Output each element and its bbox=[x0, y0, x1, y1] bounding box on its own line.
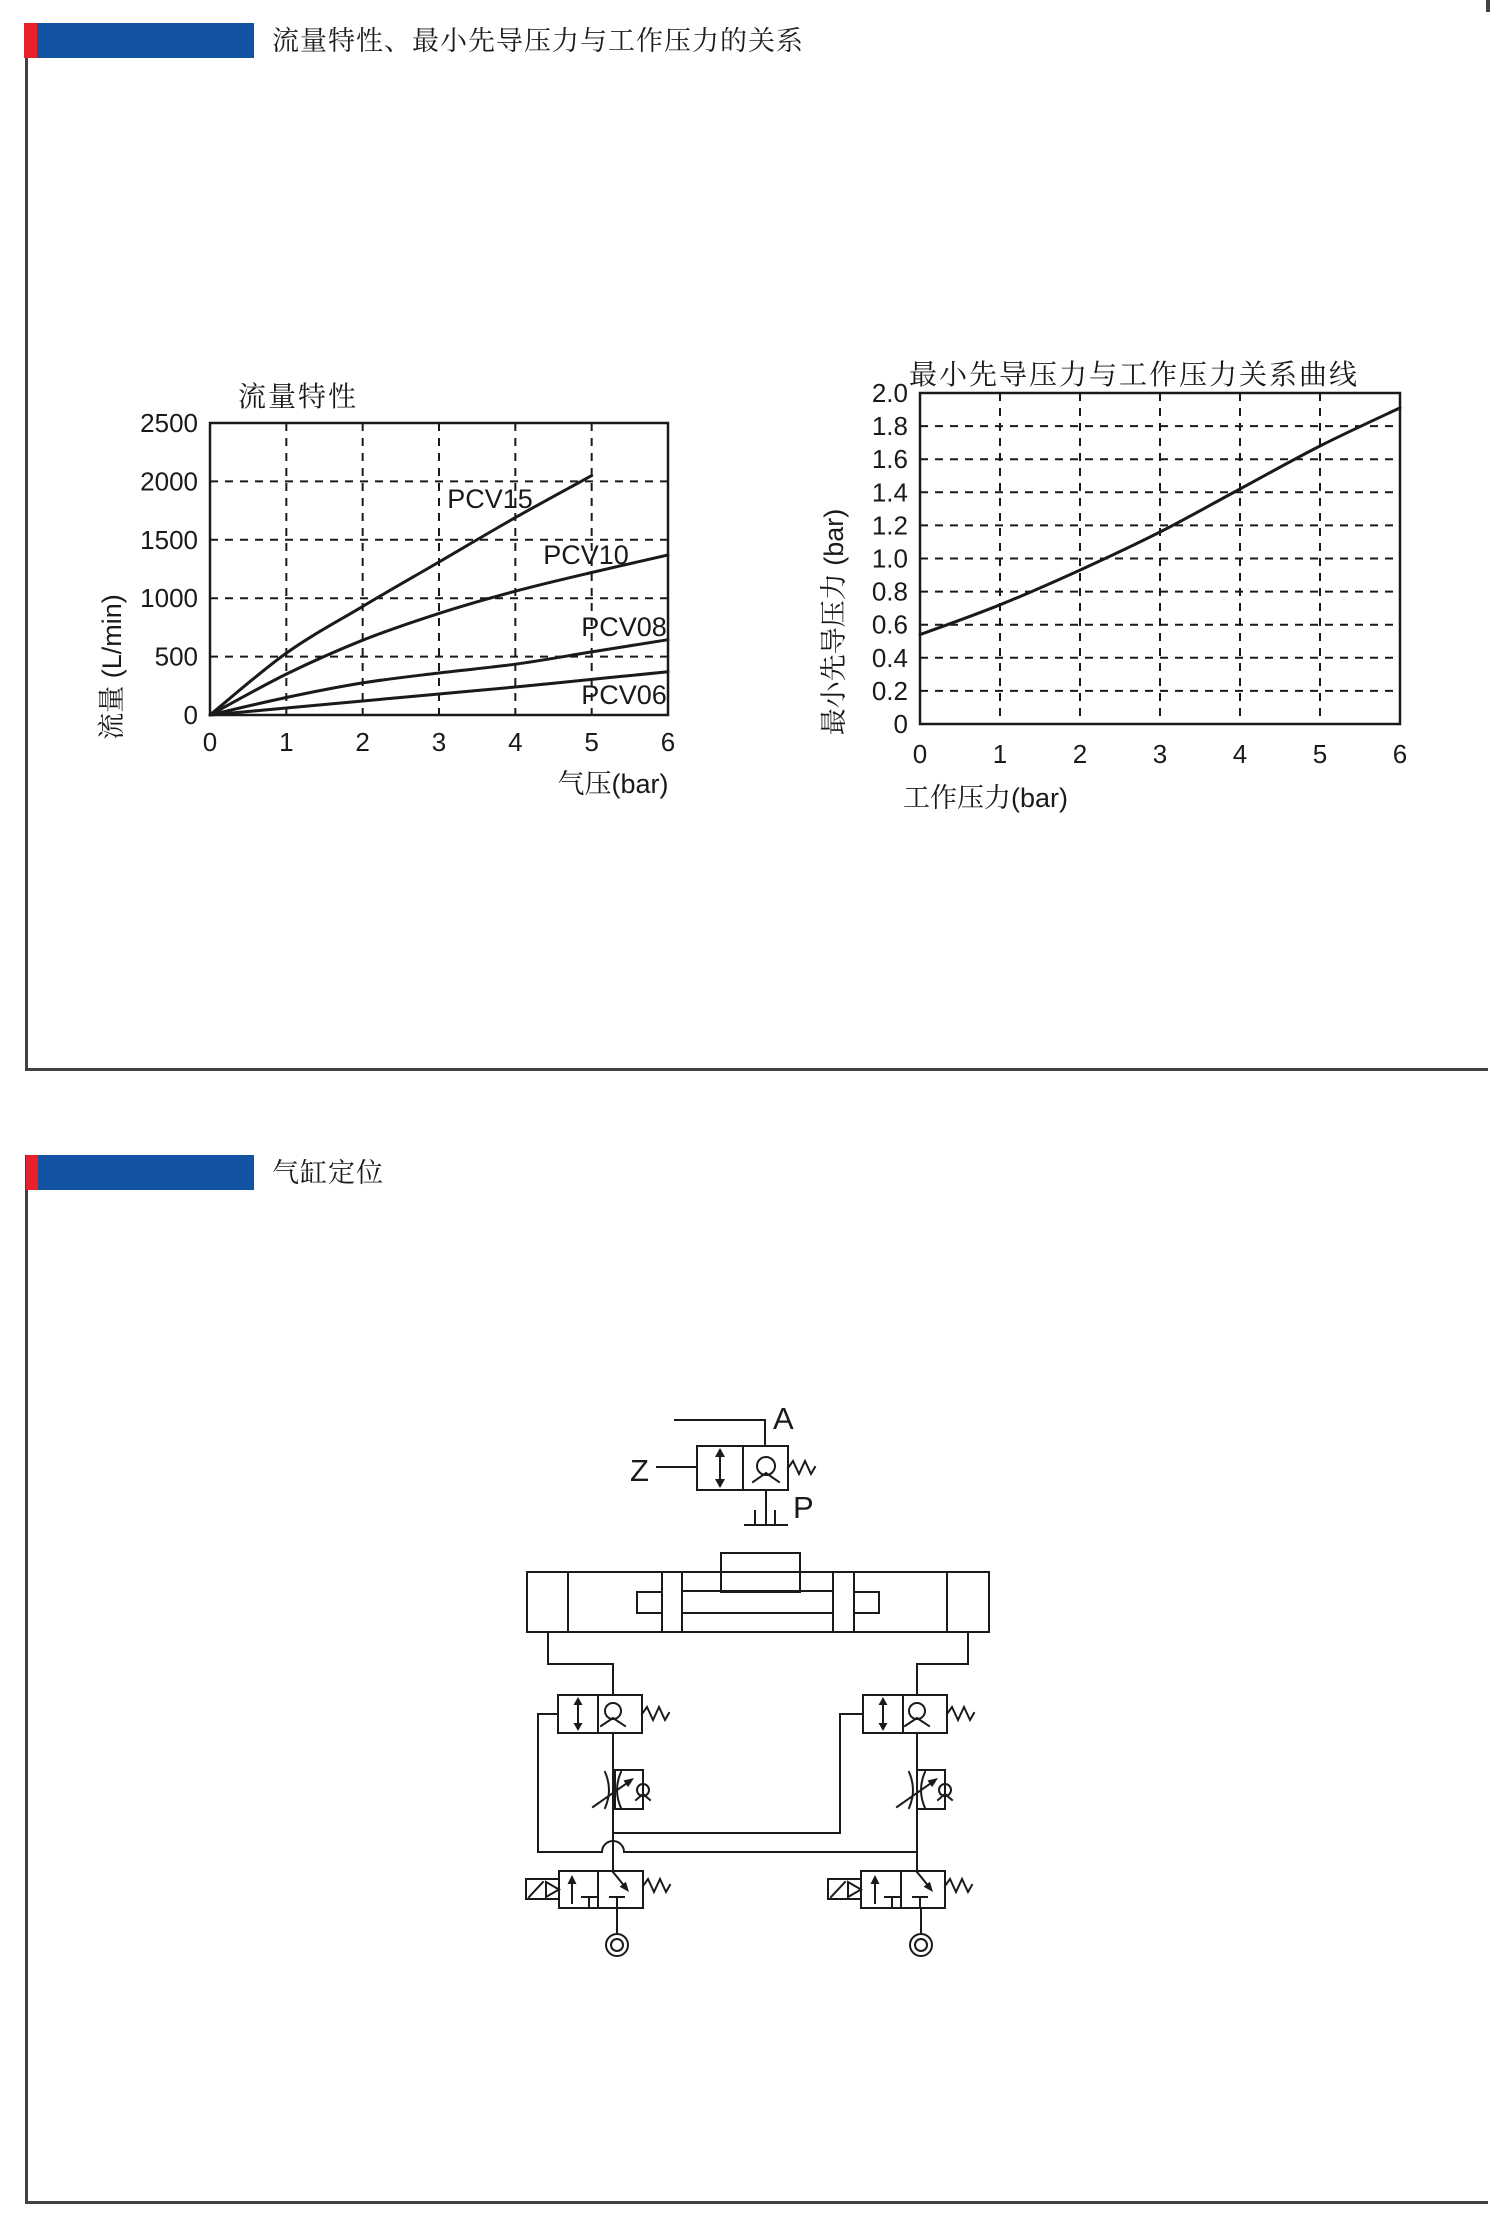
section1-header-red-accent bbox=[24, 23, 37, 58]
chart-title: 流量特性 bbox=[238, 381, 359, 412]
right-flow-control-valve bbox=[897, 1770, 952, 1809]
check-seat bbox=[905, 1718, 929, 1726]
arrowhead-icon bbox=[715, 1479, 725, 1488]
y-tick-label: 1.0 bbox=[871, 543, 908, 574]
flow-characteristics-chart bbox=[60, 360, 720, 820]
spring-icon bbox=[642, 1707, 669, 1720]
x-tick-label: 2 bbox=[1072, 739, 1088, 769]
left-pilot-check-valve bbox=[538, 1695, 917, 1871]
y-axis-label: 流量 (L/min) bbox=[97, 594, 127, 740]
cylinder-symbol bbox=[527, 1553, 989, 1695]
port-a-line bbox=[675, 1420, 765, 1446]
x-axis-label: 工作压力(bar) bbox=[903, 783, 1069, 813]
y-tick-label: 1.2 bbox=[871, 510, 908, 541]
x-tick-label: 2 bbox=[355, 727, 370, 757]
chart-title: 最小先导压力与工作压力关系曲线 bbox=[908, 359, 1360, 390]
cylinder-end-caps bbox=[568, 1572, 947, 1632]
exhaust-tee bbox=[913, 1897, 927, 1908]
section2-bottom-border bbox=[25, 2201, 1488, 2204]
series-label-PCV15: PCV15 bbox=[447, 484, 533, 514]
arrowhead-icon bbox=[871, 1875, 880, 1884]
x-tick-label: 6 bbox=[1392, 739, 1408, 769]
arrowhead-icon bbox=[574, 1697, 583, 1705]
y-tick-label: 1.6 bbox=[871, 444, 908, 475]
exhaust-tee bbox=[610, 1897, 624, 1908]
left-solenoid-valve bbox=[526, 1871, 670, 1956]
x-tick-label: 5 bbox=[584, 727, 599, 757]
exhaust-tee bbox=[885, 1897, 899, 1908]
closed-path-arrow bbox=[917, 1872, 928, 1886]
left-port-line bbox=[548, 1632, 613, 1695]
y-tick-label: 2500 bbox=[140, 408, 198, 438]
x-tick-label: 3 bbox=[1152, 739, 1168, 769]
piston-rod bbox=[682, 1591, 833, 1613]
section2-header-red-accent bbox=[26, 1155, 38, 1190]
section1-bottom-border bbox=[25, 1068, 1488, 1071]
piston-left bbox=[662, 1572, 682, 1632]
section2-left-border bbox=[25, 1155, 28, 2204]
y-tick-label: 0.2 bbox=[871, 675, 908, 706]
x-tick-label: 6 bbox=[660, 727, 676, 757]
silencer-port-icon bbox=[606, 1934, 628, 1956]
series-label-PCV06: PCV06 bbox=[581, 680, 667, 710]
spring-icon bbox=[643, 1879, 670, 1892]
adjust-arrow bbox=[897, 1781, 934, 1807]
silencer-port-icon bbox=[910, 1934, 932, 1956]
solenoid-slash bbox=[529, 1882, 543, 1897]
series-label-PCV08: PCV08 bbox=[581, 612, 667, 642]
port-p-exhaust bbox=[745, 1490, 787, 1525]
pilot-triangle-icon bbox=[848, 1882, 861, 1897]
y-tick-label: 1.4 bbox=[871, 477, 908, 508]
label-a: A bbox=[773, 1401, 794, 1436]
y-tick-label: 1000 bbox=[140, 583, 198, 614]
x-tick-label: 3 bbox=[431, 727, 447, 757]
arrowhead-icon bbox=[568, 1875, 577, 1884]
y-tick-label: 2000 bbox=[140, 466, 198, 497]
y-tick-label: 2.0 bbox=[871, 378, 908, 408]
x-tick-label: 4 bbox=[1232, 739, 1248, 769]
y-tick-label: 1.8 bbox=[871, 411, 908, 442]
silencer-port-icon bbox=[611, 1939, 623, 1951]
valve-body bbox=[861, 1871, 945, 1908]
left-flow-control-valve bbox=[593, 1770, 650, 1809]
series-label-PCV10: PCV10 bbox=[543, 540, 629, 570]
section1-left-border bbox=[25, 23, 28, 1071]
spring-icon bbox=[788, 1461, 815, 1474]
y-tick-label: 0.4 bbox=[871, 642, 908, 673]
adjust-arrow bbox=[593, 1781, 630, 1807]
x-tick-label: 1 bbox=[279, 727, 294, 757]
label-z: Z bbox=[630, 1453, 649, 1488]
y-tick-label: 1500 bbox=[140, 524, 198, 555]
page-corner-mark bbox=[1486, 0, 1490, 12]
arrowhead-icon bbox=[574, 1723, 583, 1731]
arrowhead-icon bbox=[624, 1778, 635, 1787]
y-tick-label: 0.6 bbox=[871, 609, 908, 640]
x-tick-label: 0 bbox=[912, 739, 928, 769]
x-axis-label: 气压(bar) bbox=[557, 769, 669, 799]
y-tick-label: 500 bbox=[154, 641, 198, 672]
x-tick-label: 0 bbox=[202, 727, 218, 757]
label-p: P bbox=[793, 1490, 814, 1525]
section1-header-blue-bar bbox=[37, 23, 254, 58]
pilot-triangle-icon bbox=[546, 1882, 559, 1897]
spring-icon bbox=[945, 1879, 972, 1892]
closed-path-arrow bbox=[613, 1872, 624, 1886]
spring-icon bbox=[947, 1707, 974, 1720]
pilot-check-valve-symbol bbox=[630, 1401, 815, 1525]
check-ball bbox=[605, 1703, 621, 1719]
solenoid-slash bbox=[831, 1882, 845, 1897]
piston-right bbox=[833, 1572, 854, 1632]
check-seat bbox=[601, 1718, 625, 1726]
silencer-port-icon bbox=[915, 1939, 927, 1951]
arrowhead-icon bbox=[928, 1778, 939, 1787]
section2-header-blue-bar bbox=[38, 1155, 254, 1190]
x-tick-label: 5 bbox=[1312, 739, 1328, 769]
y-tick-label: 0 bbox=[183, 700, 198, 730]
cushion-right bbox=[854, 1592, 879, 1613]
cushion-left bbox=[637, 1592, 662, 1613]
y-tick-label: 0.8 bbox=[871, 576, 908, 607]
valve-body bbox=[558, 1695, 642, 1733]
section1-title: 流量特性、最小先导压力与工作压力的关系 bbox=[272, 26, 804, 56]
arrowhead-icon bbox=[715, 1448, 725, 1457]
exhaust-tee bbox=[582, 1897, 596, 1908]
right-solenoid-valve bbox=[828, 1871, 972, 1956]
pneumatic-circuit-diagram bbox=[480, 1395, 1060, 1995]
right-port-line bbox=[917, 1632, 968, 1695]
cylinder-barrel bbox=[527, 1572, 989, 1632]
valve-body bbox=[863, 1695, 947, 1733]
arrowhead-icon bbox=[879, 1723, 888, 1731]
section2-title: 气缸定位 bbox=[272, 1158, 384, 1188]
x-tick-label: 1 bbox=[992, 739, 1008, 769]
y-axis-label: 最小先导压力 (bar) bbox=[819, 508, 849, 736]
y-tick-label: 0 bbox=[893, 709, 908, 739]
pilot-pressure-chart bbox=[800, 350, 1440, 830]
right-pilot-check-valve bbox=[613, 1695, 974, 1871]
pilot-line bbox=[613, 1714, 863, 1833]
x-tick-label: 4 bbox=[508, 727, 523, 757]
check-ball bbox=[909, 1703, 925, 1719]
arrowhead-icon bbox=[879, 1697, 888, 1705]
pilot-line bbox=[538, 1714, 602, 1852]
